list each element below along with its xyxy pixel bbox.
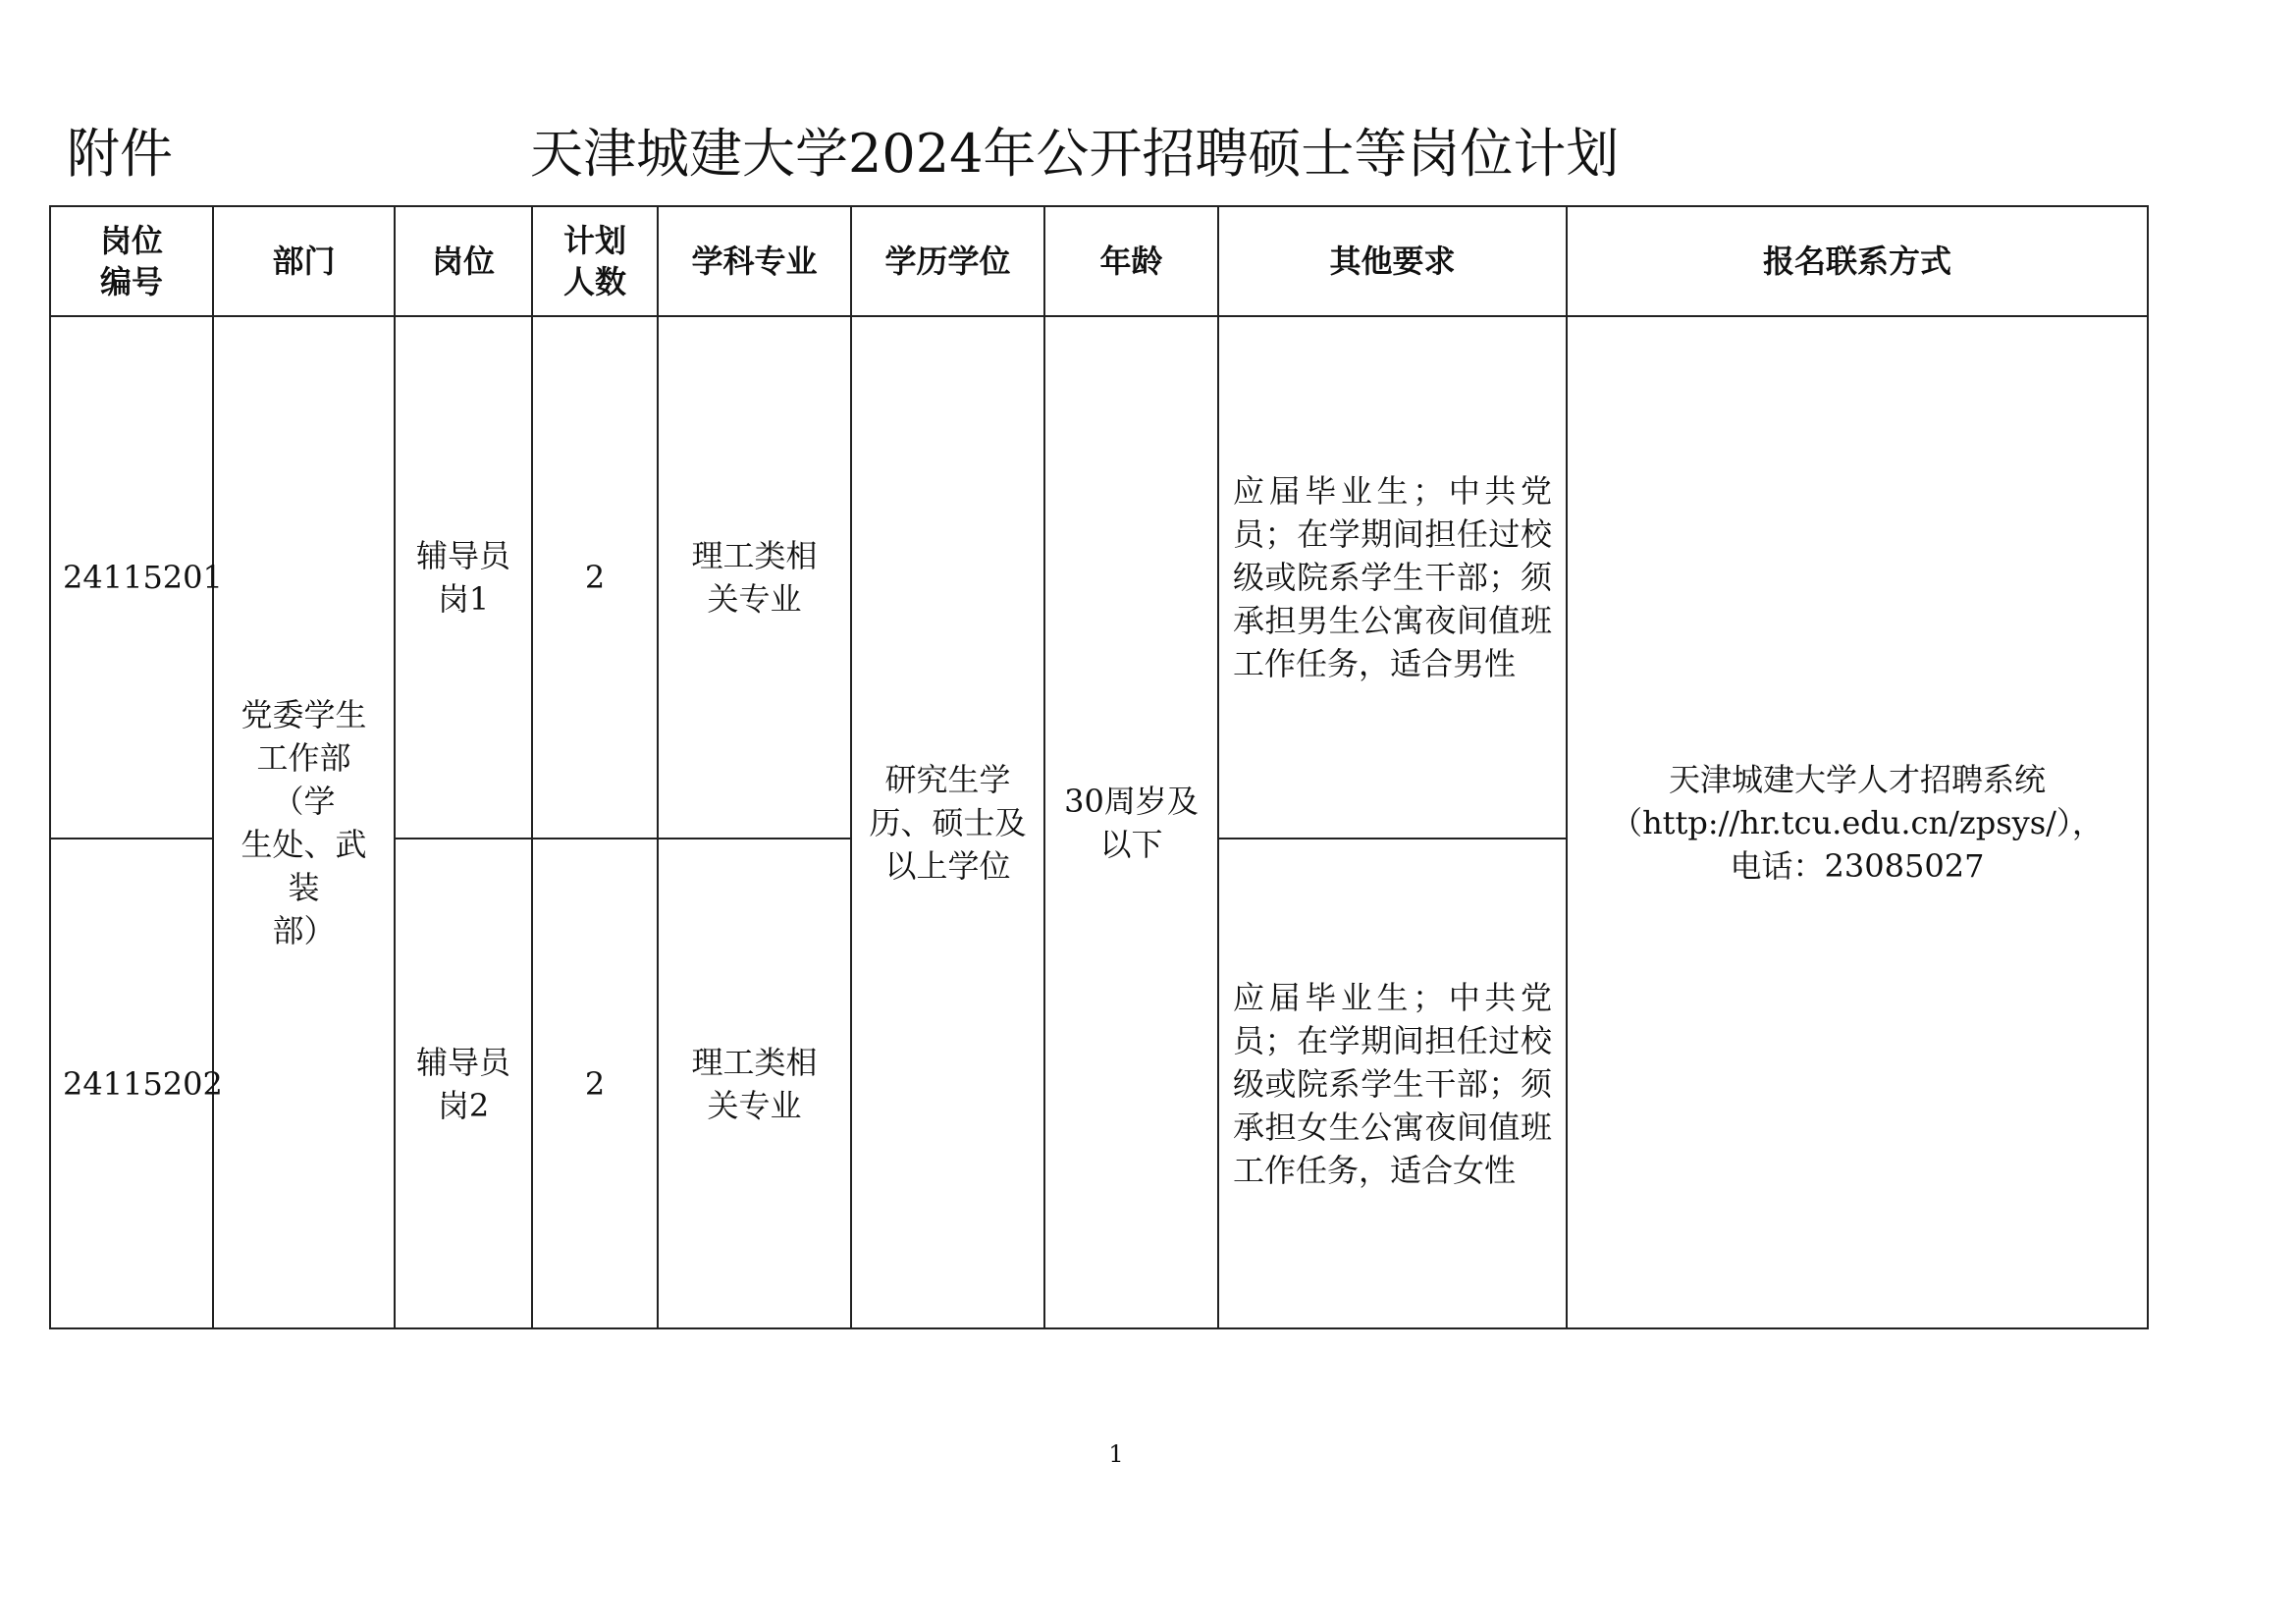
table-header-row [50,206,2148,316]
header-planned-count: 计划 人数 [532,206,658,316]
header-post-code: 岗位 编号 [50,206,213,316]
education-cell: 研究生学 历、硕士及 以上学位 [851,316,1044,1328]
header-other-requirements: 其他要求 [1218,206,1567,316]
planned-count-cell: 2 [532,839,658,1328]
header-education: 学历学位 [851,206,1044,316]
other-requirements-cell [1218,839,1567,1328]
major-cell: 理工类相 关专业 [658,316,851,839]
attachment-label: 附件 [67,123,173,185]
planned-count-cell: 2 [532,316,658,839]
major-cell: 理工类相 关专业 [658,839,851,1328]
header-age: 年龄 [1044,206,1218,316]
other-requirements-cell [1218,316,1567,839]
recruitment-plan-table [49,205,2149,1329]
header-position: 岗位 [395,206,532,316]
page-title: 天津城建大学2024年公开招聘硕士等岗位计划 [530,123,1620,185]
header-contact: 报名联系方式 [1567,206,2148,316]
table-row [50,316,2148,839]
page-number: 1 [1108,1440,1124,1468]
position-cell: 辅导员 岗1 [395,316,532,839]
age-cell: 30周岁及 以下 [1044,316,1218,1328]
contact-cell: 天津城建大学人才招聘系统 （http://hr.tcu.edu.cn/zpsys/）， 电话：23085027 [1567,316,2148,1328]
header-major: 学科专业 [658,206,851,316]
post-code-cell: 24115201 [50,316,213,839]
other-requirements-text: 应届毕业生；中共党员；在学期间担任过校级或院系学生干部；须承担男生公寓夜间值班工作任务，适合男性 [1233,472,1552,682]
post-code-cell: 24115202 [50,839,213,1328]
header-department: 部门 [213,206,395,316]
department-cell: 党委学生 工作部（学 生处、武装 部） [213,316,395,1328]
other-requirements-text: 应届毕业生；中共党员；在学期间担任过校级或院系学生干部；须承担女生公寓夜间值班工作任务，适合女性 [1233,978,1552,1189]
position-cell: 辅导员 岗2 [395,839,532,1328]
